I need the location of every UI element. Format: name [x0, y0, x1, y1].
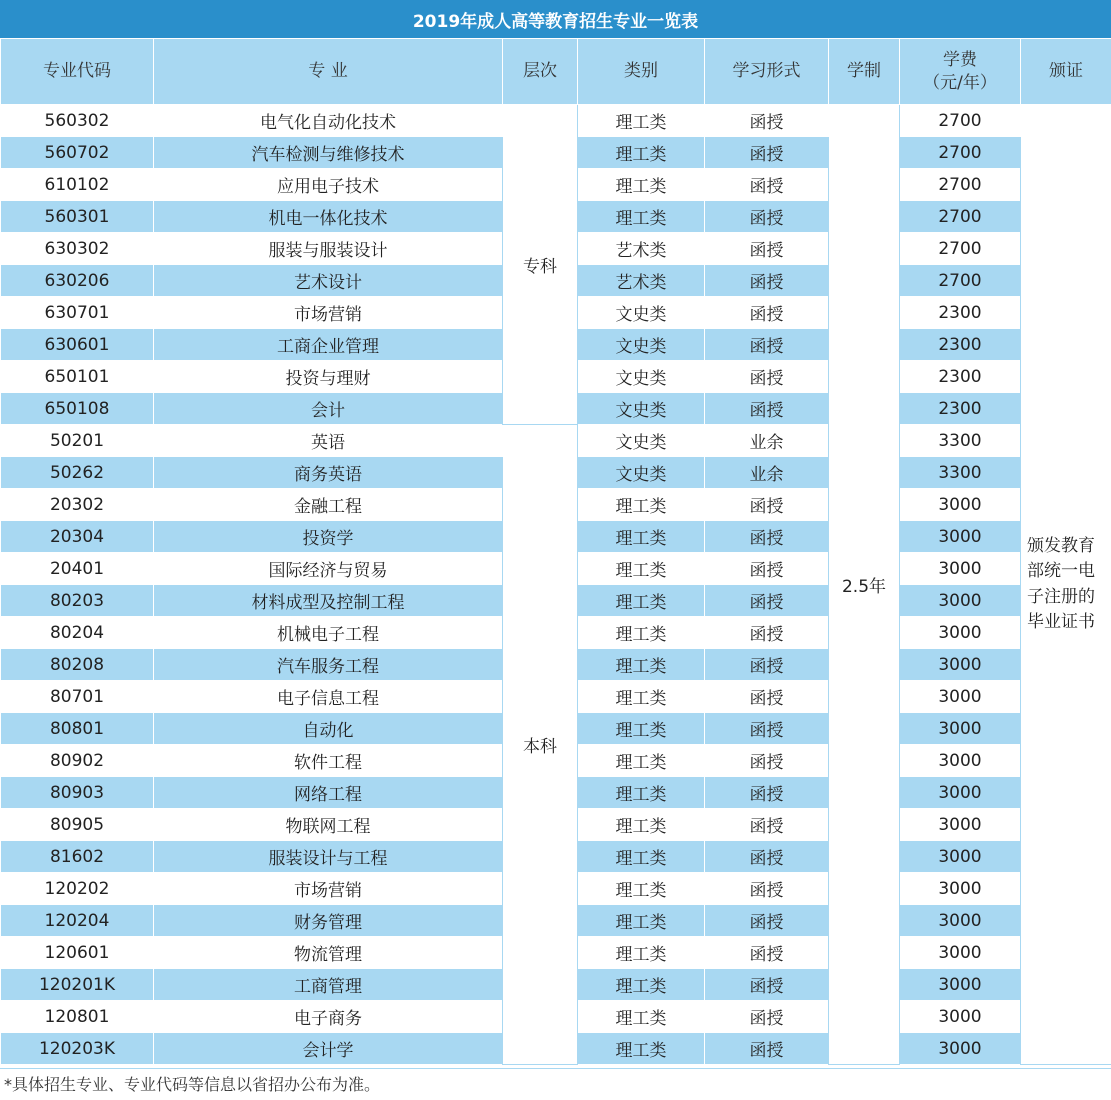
major-code: 120601 [1, 937, 154, 969]
tuition-fee: 2700 [900, 105, 1021, 137]
major-code: 20401 [1, 553, 154, 585]
major-category: 理工类 [578, 137, 705, 169]
tuition-fee: 2700 [900, 169, 1021, 201]
major-category: 理工类 [578, 969, 705, 1001]
major-code: 80905 [1, 809, 154, 841]
major-name: 国际经济与贸易 [154, 553, 503, 585]
major-category: 理工类 [578, 841, 705, 873]
header-row [1, 39, 1111, 105]
table-bottom-border [0, 1068, 1111, 1069]
tuition-fee: 2700 [900, 137, 1021, 169]
major-code: 80203 [1, 585, 154, 617]
table-row [1, 105, 1111, 137]
major-code: 80208 [1, 649, 154, 681]
study-mode: 函授 [705, 297, 829, 329]
tuition-fee: 3000 [900, 1033, 1021, 1065]
header-fee [900, 39, 1021, 105]
study-mode: 函授 [705, 873, 829, 905]
major-name: 会计 [154, 393, 503, 425]
major-name: 市场营销 [154, 297, 503, 329]
tuition-fee: 3000 [900, 617, 1021, 649]
major-name: 网络工程 [154, 777, 503, 809]
major-name: 物流管理 [154, 937, 503, 969]
duration: 2.5年 [829, 105, 900, 1065]
header-cert: 颁证 [1021, 39, 1111, 105]
major-code: 120203K [1, 1033, 154, 1065]
tuition-fee: 3000 [900, 553, 1021, 585]
study-mode: 函授 [705, 809, 829, 841]
header-fee-line1: 学费 [943, 49, 977, 70]
major-code: 630601 [1, 329, 154, 361]
tuition-fee: 3300 [900, 425, 1021, 457]
major-category: 文史类 [578, 457, 705, 489]
major-code: 120204 [1, 905, 154, 937]
tuition-fee: 3000 [900, 745, 1021, 777]
major-category: 文史类 [578, 425, 705, 457]
major-name: 市场营销 [154, 873, 503, 905]
study-mode: 函授 [705, 361, 829, 393]
tuition-fee: 3000 [900, 713, 1021, 745]
major-code: 120202 [1, 873, 154, 905]
tuition-fee: 2300 [900, 297, 1021, 329]
major-category: 理工类 [578, 809, 705, 841]
major-code: 50201 [1, 425, 154, 457]
major-name: 电气化自动化技术 [154, 105, 503, 137]
major-category: 理工类 [578, 937, 705, 969]
study-mode: 函授 [705, 1033, 829, 1065]
tuition-fee: 2700 [900, 233, 1021, 265]
major-name: 财务管理 [154, 905, 503, 937]
study-mode: 函授 [705, 969, 829, 1001]
header-fee-line2: （元/年） [923, 72, 997, 93]
tuition-fee: 3000 [900, 585, 1021, 617]
study-mode: 函授 [705, 1001, 829, 1033]
study-mode: 函授 [705, 201, 829, 233]
major-category: 文史类 [578, 297, 705, 329]
study-mode: 函授 [705, 329, 829, 361]
major-code: 80204 [1, 617, 154, 649]
study-mode: 函授 [705, 649, 829, 681]
tuition-fee: 2300 [900, 361, 1021, 393]
major-code: 630701 [1, 297, 154, 329]
major-category: 理工类 [578, 681, 705, 713]
major-name: 电子信息工程 [154, 681, 503, 713]
major-category: 理工类 [578, 105, 705, 137]
major-name: 金融工程 [154, 489, 503, 521]
major-category: 理工类 [578, 489, 705, 521]
major-name: 工商管理 [154, 969, 503, 1001]
major-category: 理工类 [578, 745, 705, 777]
major-code: 20302 [1, 489, 154, 521]
footnote: *具体招生专业、专业代码等信息以省招办公布为准。 [4, 1075, 381, 1094]
header-duration: 学制 [829, 39, 900, 105]
study-mode: 函授 [705, 681, 829, 713]
study-mode: 函授 [705, 105, 829, 137]
major-code: 80902 [1, 745, 154, 777]
major-name: 软件工程 [154, 745, 503, 777]
level-zhuanke: 专科 [503, 105, 578, 425]
major-name: 服装与服装设计 [154, 233, 503, 265]
major-category: 文史类 [578, 393, 705, 425]
study-mode: 函授 [705, 393, 829, 425]
major-name: 材料成型及控制工程 [154, 585, 503, 617]
major-code: 650108 [1, 393, 154, 425]
header-mode: 学习形式 [705, 39, 829, 105]
tuition-fee: 2300 [900, 329, 1021, 361]
major-category: 艺术类 [578, 265, 705, 297]
tuition-fee: 3000 [900, 809, 1021, 841]
study-mode: 函授 [705, 489, 829, 521]
major-category: 理工类 [578, 777, 705, 809]
major-category: 艺术类 [578, 233, 705, 265]
majors-table [0, 38, 1111, 1065]
major-code: 630302 [1, 233, 154, 265]
study-mode: 函授 [705, 265, 829, 297]
tuition-fee: 3300 [900, 457, 1021, 489]
major-category: 理工类 [578, 1001, 705, 1033]
tuition-fee: 3000 [900, 521, 1021, 553]
major-code: 650101 [1, 361, 154, 393]
study-mode: 函授 [705, 585, 829, 617]
major-name: 电子商务 [154, 1001, 503, 1033]
major-name: 自动化 [154, 713, 503, 745]
study-mode: 函授 [705, 777, 829, 809]
study-mode: 函授 [705, 137, 829, 169]
study-mode: 函授 [705, 521, 829, 553]
header-code: 专业代码 [1, 39, 154, 105]
major-code: 560301 [1, 201, 154, 233]
major-code: 80801 [1, 713, 154, 745]
major-name: 服装设计与工程 [154, 841, 503, 873]
tuition-fee: 3000 [900, 873, 1021, 905]
major-code: 81602 [1, 841, 154, 873]
tuition-fee: 2300 [900, 393, 1021, 425]
study-mode: 函授 [705, 233, 829, 265]
study-mode: 函授 [705, 905, 829, 937]
table-body [1, 105, 1111, 1065]
major-name: 应用电子技术 [154, 169, 503, 201]
tuition-fee: 3000 [900, 681, 1021, 713]
study-mode: 业余 [705, 457, 829, 489]
major-code: 120801 [1, 1001, 154, 1033]
tuition-fee: 3000 [900, 489, 1021, 521]
major-name: 汽车服务工程 [154, 649, 503, 681]
table-row [1, 425, 1111, 457]
major-code: 50262 [1, 457, 154, 489]
major-category: 理工类 [578, 873, 705, 905]
major-name: 会计学 [154, 1033, 503, 1065]
tuition-fee: 2700 [900, 201, 1021, 233]
study-mode: 函授 [705, 841, 829, 873]
major-code: 610102 [1, 169, 154, 201]
major-name: 工商企业管理 [154, 329, 503, 361]
study-mode: 业余 [705, 425, 829, 457]
major-code: 80903 [1, 777, 154, 809]
major-name: 英语 [154, 425, 503, 457]
tuition-fee: 3000 [900, 841, 1021, 873]
major-category: 理工类 [578, 713, 705, 745]
major-name: 投资学 [154, 521, 503, 553]
major-category: 理工类 [578, 585, 705, 617]
major-category: 理工类 [578, 169, 705, 201]
table-title: 2019年成人高等教育招生专业一览表 [0, 0, 1111, 38]
major-code: 560702 [1, 137, 154, 169]
tuition-fee: 3000 [900, 649, 1021, 681]
level-benke: 本科 [503, 425, 578, 1065]
tuition-fee: 3000 [900, 937, 1021, 969]
major-code: 80701 [1, 681, 154, 713]
certificate: 颁发教育部统一电子注册的毕业证书 [1021, 105, 1111, 1065]
tuition-fee: 3000 [900, 777, 1021, 809]
study-mode: 函授 [705, 617, 829, 649]
major-category: 文史类 [578, 329, 705, 361]
tuition-fee: 3000 [900, 1001, 1021, 1033]
tuition-fee: 2700 [900, 265, 1021, 297]
major-category: 文史类 [578, 361, 705, 393]
major-name: 艺术设计 [154, 265, 503, 297]
study-mode: 函授 [705, 169, 829, 201]
major-code: 120201K [1, 969, 154, 1001]
major-category: 理工类 [578, 617, 705, 649]
major-code: 20304 [1, 521, 154, 553]
major-name: 汽车检测与维修技术 [154, 137, 503, 169]
header-major: 专 业 [154, 39, 503, 105]
major-category: 理工类 [578, 1033, 705, 1065]
major-name: 商务英语 [154, 457, 503, 489]
major-name: 机电一体化技术 [154, 201, 503, 233]
study-mode: 函授 [705, 937, 829, 969]
major-code: 560302 [1, 105, 154, 137]
study-mode: 函授 [705, 553, 829, 585]
tuition-fee: 3000 [900, 905, 1021, 937]
study-mode: 函授 [705, 713, 829, 745]
major-code: 630206 [1, 265, 154, 297]
header-category: 类别 [578, 39, 705, 105]
tuition-fee: 3000 [900, 969, 1021, 1001]
major-category: 理工类 [578, 553, 705, 585]
study-mode: 函授 [705, 745, 829, 777]
major-name: 机械电子工程 [154, 617, 503, 649]
major-category: 理工类 [578, 649, 705, 681]
major-category: 理工类 [578, 521, 705, 553]
major-category: 理工类 [578, 201, 705, 233]
major-category: 理工类 [578, 905, 705, 937]
major-name: 投资与理财 [154, 361, 503, 393]
major-name: 物联网工程 [154, 809, 503, 841]
header-level: 层次 [503, 39, 578, 105]
